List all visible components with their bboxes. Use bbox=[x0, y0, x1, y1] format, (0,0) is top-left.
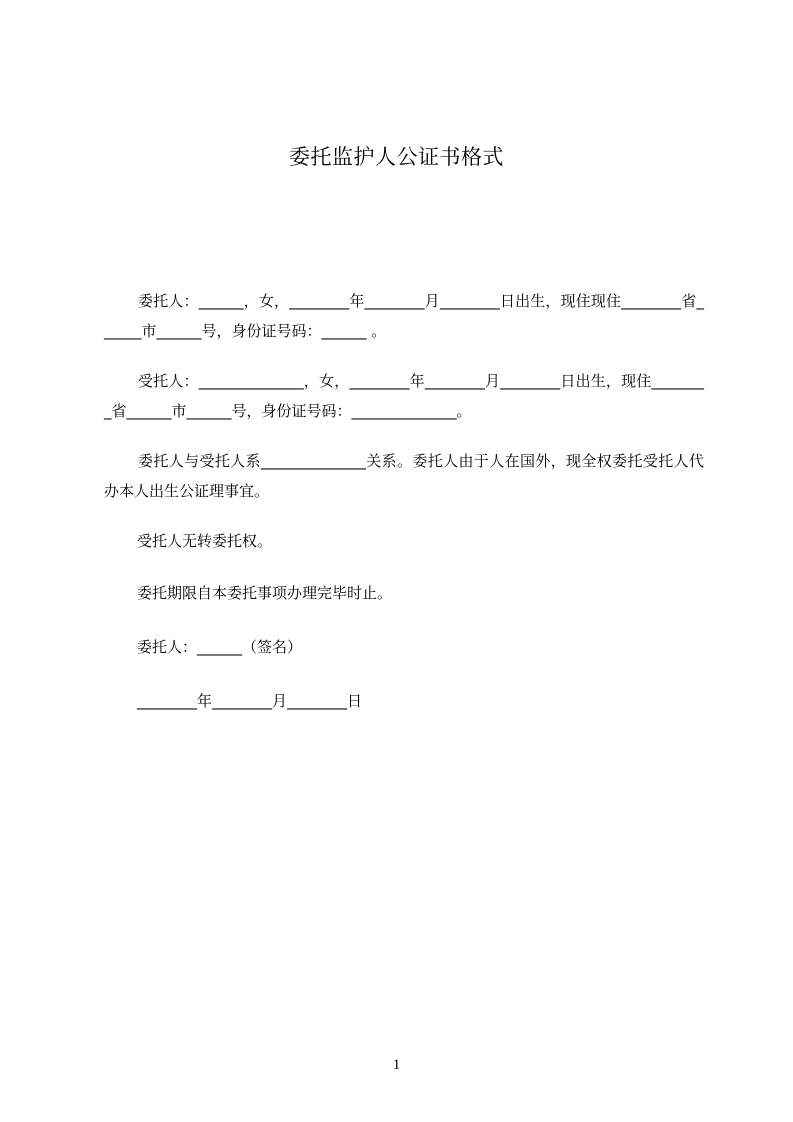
principal-paragraph: 委托人：______，女，________年________月________日出生，现住现住________省______市______号，身份证号码：______ 。 bbox=[104, 292, 704, 340]
no-sub-delegation-line: 受托人无转委托权。 bbox=[137, 532, 273, 550]
relationship-paragraph: 委托人与受托人系______________关系。委托人由于人在国外，现全权委托受托人代办本人出生公证理事宜。 bbox=[104, 452, 704, 500]
term-line: 委托期限自本委托事项办理完毕时止。 bbox=[137, 584, 393, 602]
page-number: 1 bbox=[392, 1057, 401, 1073]
document-title: 委托监护人公证书格式 bbox=[289, 145, 504, 169]
signature-line: 委托人：______（签名） bbox=[137, 638, 303, 656]
date-line: ________年________月________日 bbox=[137, 692, 363, 710]
agent-paragraph: 受托人：______________，女，________年________月________日出生，现住________省______市______号，身份证号码：______________。 bbox=[104, 372, 704, 420]
